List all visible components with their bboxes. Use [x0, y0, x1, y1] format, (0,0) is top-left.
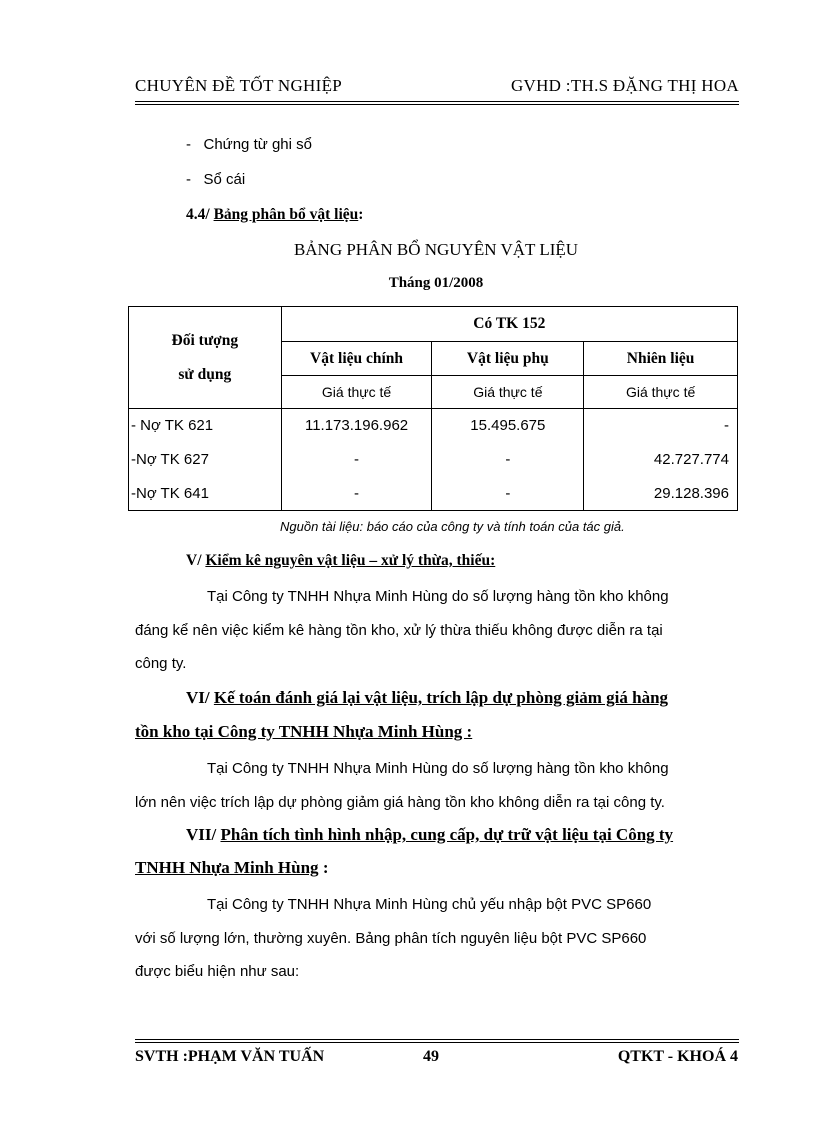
section-title: Phân tích tình hình nhập, cung cấp, dự trữ vật liệu tại Công ty	[220, 825, 674, 844]
bullet-text: Chứng từ ghi sổ	[203, 136, 312, 153]
column-subheader: Giá thực tế	[281, 376, 432, 409]
cell-main: 11.173.196.962	[281, 409, 432, 443]
cell-fuel: -	[584, 409, 738, 443]
section-title: Bảng phân bổ vật liệu	[213, 206, 359, 223]
subject-header-line2: sử dụng	[178, 365, 232, 383]
cell-aux: -	[432, 477, 584, 511]
bullet-text: Sổ cái	[203, 171, 246, 188]
section-number: 4.4/	[186, 206, 210, 223]
page-number: 49	[423, 1048, 439, 1065]
cell-aux: 15.495.675	[432, 409, 584, 443]
table-source-note: Nguồn tài liệu: báo cáo của công ty và tính toán của tác giả.	[280, 519, 625, 534]
column-header: Nhiên liệu	[584, 342, 738, 376]
column-header: Vật liệu chính	[281, 342, 432, 376]
footer-rule-top	[135, 1039, 739, 1040]
column-header: Vật liệu phụ	[432, 342, 584, 376]
paragraph-line: Tại Công ty TNHH Nhựa Minh Hùng chủ yếu nhập bột PVC SP660	[207, 896, 652, 913]
header-left-title: CHUYÊN ĐỀ TỐT NGHIỆP	[135, 76, 343, 95]
bullet-item: - Sổ cái	[186, 171, 246, 188]
header-rule-top	[135, 101, 739, 102]
allocation-table	[128, 306, 738, 511]
cell-fuel: 42.727.774	[584, 443, 738, 477]
credit-header: Có TK 152	[281, 307, 737, 342]
subject-header-line1: Đối tượng	[171, 331, 239, 349]
paragraph-line: Tại Công ty TNHH Nhựa Minh Hùng do số lượng hàng tồn kho không	[207, 760, 669, 777]
section-4-4-heading	[186, 206, 363, 224]
row-label: -Nợ TK 641	[129, 477, 282, 511]
section-suffix: :	[322, 858, 329, 877]
table-month: Tháng 01/2008	[388, 275, 484, 291]
cell-main: -	[281, 477, 432, 511]
cell-fuel: 29.128.396	[584, 477, 738, 511]
table-row	[129, 477, 738, 511]
paragraph-line: công ty.	[135, 655, 187, 672]
header-right-advisor: GVHD :TH.S ĐẶNG THỊ HOA	[510, 76, 739, 95]
table-row	[129, 443, 738, 477]
section-title: Kế toán đánh giá lại vật liệu, trích lập dự phòng giảm giá hàng	[213, 688, 669, 707]
column-subheader: Giá thực tế	[432, 376, 584, 409]
footer-rule-bottom	[135, 1042, 739, 1043]
paragraph-line: được biểu hiện như sau:	[135, 963, 300, 980]
section-title: Kiểm kê nguyên vật liệu – xử lý thừa, thiếu:	[205, 552, 496, 569]
cell-aux: -	[432, 443, 584, 477]
section-vi-heading	[186, 688, 668, 708]
section-v-heading	[186, 552, 495, 570]
footer-student: SVTH :PHẠM VĂN TUẤN	[135, 1048, 325, 1065]
section-vi-paragraph	[135, 752, 741, 819]
section-number: VI/	[186, 688, 210, 707]
section-number: V/	[186, 552, 202, 569]
section-vii-paragraph	[135, 888, 741, 989]
paragraph-line: Tại Công ty TNHH Nhựa Minh Hùng do số lượng hàng tồn kho không	[207, 588, 669, 605]
paragraph-line: với số lượng lớn, thường xuyên. Bảng phân tích nguyên liệu bột PVC SP660	[135, 929, 647, 947]
footer-course: QTKT - KHOÁ 4	[617, 1048, 738, 1065]
table-row	[129, 409, 738, 443]
paragraph-line: đáng kể nên việc kiểm kê hàng tồn kho, xử lý thừa thiếu không được diễn ra tại	[135, 621, 663, 639]
subject-header	[129, 307, 282, 409]
section-vii-title-continued	[135, 858, 328, 878]
bullet-item: - Chứng từ ghi sổ	[186, 136, 312, 153]
cell-main: -	[281, 443, 432, 477]
paragraph-line: lớn nên việc trích lập dự phòng giảm giá hàng tồn kho không diễn ra tại công ty.	[135, 793, 665, 811]
section-vii-heading	[186, 825, 673, 845]
row-label: - Nợ TK 621	[129, 409, 282, 443]
section-suffix: :	[358, 206, 364, 223]
table-title: BẢNG PHÂN BỔ NGUYÊN VẬT LIỆU	[293, 240, 579, 259]
page-header	[135, 76, 739, 98]
header-rule-bottom	[135, 104, 739, 105]
section-number: VII/	[186, 825, 217, 844]
section-vi-title-continued: tồn kho tại Công ty TNHH Nhựa Minh Hùng :	[135, 722, 473, 741]
column-subheader: Giá thực tế	[584, 376, 738, 409]
section-title-continued: TNHH Nhựa Minh Hùng	[135, 858, 319, 877]
row-label: -Nợ TK 627	[129, 443, 282, 477]
section-v-paragraph	[135, 580, 741, 681]
